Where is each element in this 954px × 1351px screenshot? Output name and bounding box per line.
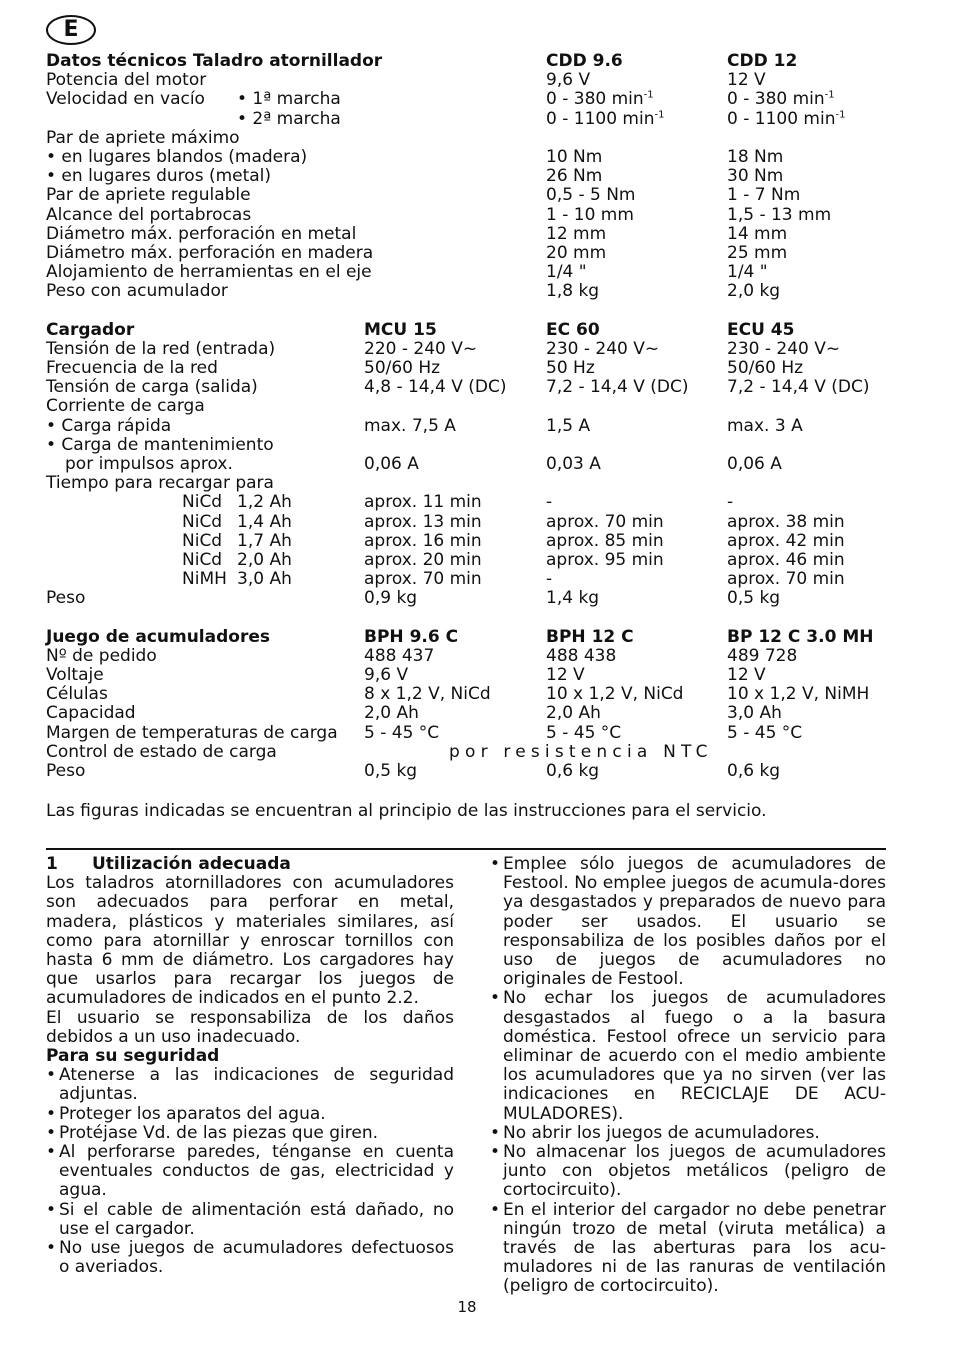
spec-value: 0,5 kg (727, 588, 781, 609)
battery-type: NiCd (182, 530, 223, 551)
list-item: • Emplee sólo juegos de acumuladores de Festool. No emplee juegos de acumula-dores ya desgastados y preparados de nuevo para poder ser usados. El usuario se responsabiliza de los posibles daños por el uso de juegos de acumuladores no originales de Festool. (490, 855, 886, 989)
spec-value: aprox. 46 min (727, 549, 845, 570)
battery-capacity: 3,0 Ah (237, 569, 292, 590)
drill-header-row (46, 52, 906, 71)
list-item: • No use juegos de acumuladores defectuosos o averiados. (46, 1239, 454, 1277)
charger-model-1: MCU 15 (364, 319, 437, 340)
charger-model-2: EC 60 (546, 319, 600, 340)
spec-value: 7,2 - 14,4 V (DC) (546, 377, 689, 398)
spec-value: 488 438 (546, 645, 617, 666)
spec-row (46, 110, 906, 129)
spec-value: 12 V (727, 665, 766, 685)
list-item: • En el interior del cargador no debe penetrar ningún trozo de metal (viruta metálica) a través de las aberturas para los acu-muladores ni de las ranuras de ventilación (peligro de cortocircuito). (490, 1201, 886, 1297)
spec-row (46, 71, 906, 90)
spec-value: 25 mm (727, 242, 788, 263)
battery-type: NiCd (182, 492, 223, 513)
spec-row (46, 186, 906, 205)
battery-title: Juego de acumuladores (46, 626, 270, 647)
spec-label: Alojamiento de herramientas en el eje (46, 262, 372, 283)
spec-label: Diámetro máx. perforación en madera (46, 242, 374, 263)
drill-model-2: CDD 12 (727, 51, 798, 71)
spec-value: aprox. 13 min (364, 511, 482, 532)
list-item: • Protéjase Vd. de las piezas que giren. (46, 1124, 454, 1143)
spec-value: aprox. 42 min (727, 530, 845, 551)
spec-value: 230 - 240 V~ (727, 338, 841, 359)
spec-value: aprox. 11 min (364, 492, 482, 513)
spec-row (46, 397, 906, 416)
spec-value: 230 - 240 V~ (546, 338, 660, 359)
spec-value-text: 0 - 380 min (546, 89, 644, 110)
spec-row (46, 685, 906, 704)
spec-value: 1,5 - 13 mm (727, 204, 832, 225)
spec-value: 0,6 kg (546, 760, 600, 781)
safety-list-continued (490, 855, 886, 1297)
right-column (490, 855, 886, 1297)
unit-exponent: -1 (643, 89, 654, 101)
spec-value: 20 mm (546, 242, 607, 263)
spec-row (46, 493, 906, 512)
spec-row (46, 263, 906, 282)
charger-title: Cargador (46, 319, 135, 340)
spec-row (46, 436, 906, 455)
spec-row (46, 148, 906, 167)
spec-row (46, 762, 906, 781)
spec-value: 5 - 45 °C (364, 722, 440, 743)
spec-value: 7,2 - 14,4 V (DC) (727, 377, 870, 398)
section-title: Utilización adecuada (92, 854, 291, 874)
spec-value: 18 Nm (727, 146, 784, 167)
spec-sublabel: • 2ª marcha (237, 108, 341, 129)
battery-capacity: 1,7 Ah (237, 530, 292, 551)
battery-type: NiMH (182, 569, 227, 590)
spec-value: aprox. 38 min (727, 511, 845, 532)
spec-label: Alcance del portabrocas (46, 204, 252, 225)
list-item: • Al perforarse paredes, ténganse en cuenta eventuales conductos de gas, electricidad y agua. (46, 1143, 454, 1201)
spec-value: 0,03 A (546, 453, 601, 474)
list-item: • Si el cable de alimentación está dañado, no use el cargador. (46, 1201, 454, 1239)
spec-row (46, 666, 906, 685)
spec-label: Tiempo para recargar para (46, 473, 274, 494)
spec-sublabel: • 1ª marcha (237, 89, 341, 110)
battery-capacity: 1,2 Ah (237, 492, 292, 513)
section-divider (46, 848, 886, 850)
spec-value: 2,0 Ah (364, 703, 419, 724)
spec-label: Control de estado de carga (46, 741, 277, 762)
spec-row (46, 129, 906, 148)
spec-label: • en lugares blandos (madera) (46, 146, 308, 167)
drill-title: Datos técnicos Taladro atornillador (46, 51, 383, 71)
battery-model-2: BPH 12 C (546, 626, 634, 647)
spec-value: 14 mm (727, 223, 788, 244)
spec-value: 8 x 1,2 V, NiCd (364, 684, 491, 705)
spec-value: max. 3 A (727, 415, 803, 436)
spec-row (46, 551, 906, 570)
spec-value: 1/4 " (546, 262, 587, 283)
spec-value: - (546, 492, 553, 513)
spec-value: aprox. 20 min (364, 549, 482, 570)
spec-row (46, 282, 906, 301)
spec-row (46, 724, 906, 743)
spec-value: 0,9 kg (364, 588, 418, 609)
page-number: 18 (457, 1298, 477, 1316)
spec-row (46, 532, 906, 551)
spec-value: 9,6 V (364, 665, 409, 685)
spec-row (46, 570, 906, 589)
spec-label: Velocidad en vacío (46, 89, 205, 110)
unit-exponent: -1 (824, 89, 835, 101)
spec-row (46, 167, 906, 186)
spec-value: 1 - 7 Nm (727, 185, 801, 206)
spec-label: Frecuencia de la red (46, 358, 218, 378)
spec-label: Peso con acumulador (46, 281, 228, 302)
spec-value: 488 437 (364, 645, 435, 666)
spec-value: 2,0 kg (727, 281, 781, 302)
spec-row (46, 513, 906, 532)
spec-value: 12 V (546, 665, 585, 685)
spec-value: 50 Hz (546, 358, 595, 378)
unit-exponent: -1 (654, 108, 665, 120)
spec-value-text: 0 - 1100 min (727, 108, 836, 129)
spacer (46, 608, 906, 627)
spacer (46, 301, 906, 320)
spec-value: 1,4 kg (546, 588, 600, 609)
list-item: • No abrir los juegos de acumuladores. (490, 1124, 886, 1143)
spec-label: Peso (46, 588, 86, 609)
spec-value: 220 - 240 V~ (364, 338, 478, 359)
spec-value: 0,6 kg (727, 760, 781, 781)
spec-value: 10 x 1,2 V, NiMH (727, 684, 870, 705)
spec-value: 0,06 A (364, 453, 419, 474)
spec-label: Par de apriete máximo (46, 127, 240, 148)
spec-label: Margen de temperaturas de carga (46, 722, 338, 743)
spec-row (46, 743, 906, 762)
spec-value: 1/4 " (727, 262, 768, 283)
spec-label: • Carga de mantenimiento (46, 434, 274, 455)
intro-paragraph: Los taladros atornilladores con acumuladores son adecuados para perforar en metal, madera, plásticos y materiales similares, así como para atornillar y enroscar tornillos con hasta 6 mm de diámetro. Los cargadores hay que usarlos para recargar los juegos de acumuladores de indicados en el punto 2.2. (46, 873, 454, 1009)
battery-capacity: 1,4 Ah (237, 511, 292, 532)
spec-label: Potencia del motor (46, 70, 207, 91)
spec-row (46, 589, 906, 608)
spec-value: - (727, 492, 734, 513)
spec-value (546, 110, 664, 129)
spec-label: • en lugares duros (metal) (46, 166, 272, 187)
spec-row (46, 340, 906, 359)
spec-value: 50/60 Hz (727, 358, 804, 378)
charger-header-row (46, 321, 906, 340)
spec-row (46, 90, 906, 109)
spec-label: Tensión de carga (salida) (46, 377, 258, 398)
spec-label: Diámetro máx. perforación en metal (46, 223, 357, 244)
figures-note: Las figuras indicadas se encuentran al principio de las instrucciones para el servicio. (46, 801, 767, 821)
spec-value: 12 mm (546, 223, 607, 244)
list-item: • Proteger los aparatos del agua. (46, 1105, 454, 1124)
spec-value: aprox. 85 min (546, 530, 664, 551)
spec-row (46, 378, 906, 397)
spec-value: 26 Nm (546, 166, 603, 187)
spec-value: 1,5 A (546, 415, 591, 436)
spec-value: 0,06 A (727, 453, 782, 474)
responsibility-paragraph: El usuario se responsabiliza de los daños debidos a un uso inadecuado. (46, 1007, 454, 1047)
spec-label: Nº de pedido (46, 645, 157, 666)
safety-list (46, 1066, 454, 1277)
spec-label: Corriente de carga (46, 396, 205, 417)
spec-value: 10 Nm (546, 146, 603, 167)
spec-value: 0,5 - 5 Nm (546, 185, 636, 206)
spec-value: 10 x 1,2 V, NiCd (546, 684, 684, 705)
left-column (46, 855, 454, 1277)
spec-value (727, 110, 845, 129)
spec-value: por resistencia NTC (449, 741, 713, 762)
spec-row (46, 244, 906, 263)
section-number: 1 (46, 854, 58, 874)
battery-type: NiCd (182, 511, 223, 532)
spec-label: Peso (46, 760, 86, 781)
drill-model-1: CDD 9.6 (546, 51, 623, 71)
spec-value: aprox. 70 min (364, 569, 482, 590)
spec-value: 12 V (727, 70, 766, 91)
spec-value: 1 - 10 mm (546, 204, 634, 225)
spec-value-text: 0 - 380 min (727, 89, 825, 110)
safety-heading: Para su seguridad (46, 1046, 220, 1067)
battery-model-1: BPH 9.6 C (364, 626, 459, 647)
spec-value: aprox. 70 min (546, 511, 664, 532)
spec-row (46, 359, 906, 378)
spec-value: max. 7,5 A (364, 415, 456, 436)
spec-value (546, 90, 654, 109)
spec-value: 3,0 Ah (727, 703, 782, 724)
list-item: • No almacenar los juegos de acumuladores junto con objetos metálicos (peligro de cortocircuito). (490, 1143, 886, 1201)
spec-value-text: 0 - 1100 min (546, 108, 655, 129)
spec-value: aprox. 95 min (546, 549, 664, 570)
spec-value: 9,6 V (546, 70, 591, 91)
spec-label: Capacidad (46, 703, 136, 724)
spec-row (46, 704, 906, 723)
spec-value: 5 - 45 °C (727, 722, 803, 743)
battery-type: NiCd (182, 549, 223, 570)
spec-value: 2,0 Ah (546, 703, 601, 724)
spec-value: aprox. 16 min (364, 530, 482, 551)
spec-value: - (546, 569, 553, 590)
spec-tables (46, 52, 906, 781)
spec-value: aprox. 70 min (727, 569, 845, 590)
unit-exponent: -1 (835, 108, 846, 120)
language-badge: E (46, 15, 96, 45)
spec-row (46, 474, 906, 493)
spec-value: 0,5 kg (364, 760, 418, 781)
battery-capacity: 2,0 Ah (237, 549, 292, 570)
battery-model-3: BP 12 C 3.0 MH (727, 626, 874, 647)
charger-model-3: ECU 45 (727, 319, 795, 340)
spec-label: Tensión de la red (entrada) (46, 338, 276, 359)
battery-header-row (46, 628, 906, 647)
spec-row (46, 455, 906, 474)
list-item: • No echar los juegos de acumuladores desgastados al fuego o a la basura doméstica. Festool ofrece un servicio para eliminar de acuerdo con el medio ambiente los acumuladores que ya no sirven (ver las indicaciones en RECICLAJE DE ACU-MULADORES). (490, 989, 886, 1123)
spec-label: • Carga rápida (46, 415, 172, 436)
spec-row (46, 647, 906, 666)
spec-row (46, 206, 906, 225)
spec-row (46, 225, 906, 244)
spec-value (727, 90, 835, 109)
section-heading (46, 855, 454, 874)
spec-value: 50/60 Hz (364, 358, 441, 378)
spec-value: 489 728 (727, 645, 798, 666)
spec-label: Células (46, 684, 108, 705)
list-item: • Atenerse a las indicaciones de seguridad adjuntas. (46, 1066, 454, 1104)
spec-value: 4,8 - 14,4 V (DC) (364, 377, 507, 398)
spec-value: 5 - 45 °C (546, 722, 622, 743)
spec-value: 30 Nm (727, 166, 784, 187)
spec-row (46, 417, 906, 436)
spec-label: por impulsos aprox. (65, 453, 233, 474)
spec-label: Voltaje (46, 665, 104, 685)
spec-value: 1,8 kg (546, 281, 600, 302)
spec-label: Par de apriete regulable (46, 185, 251, 206)
